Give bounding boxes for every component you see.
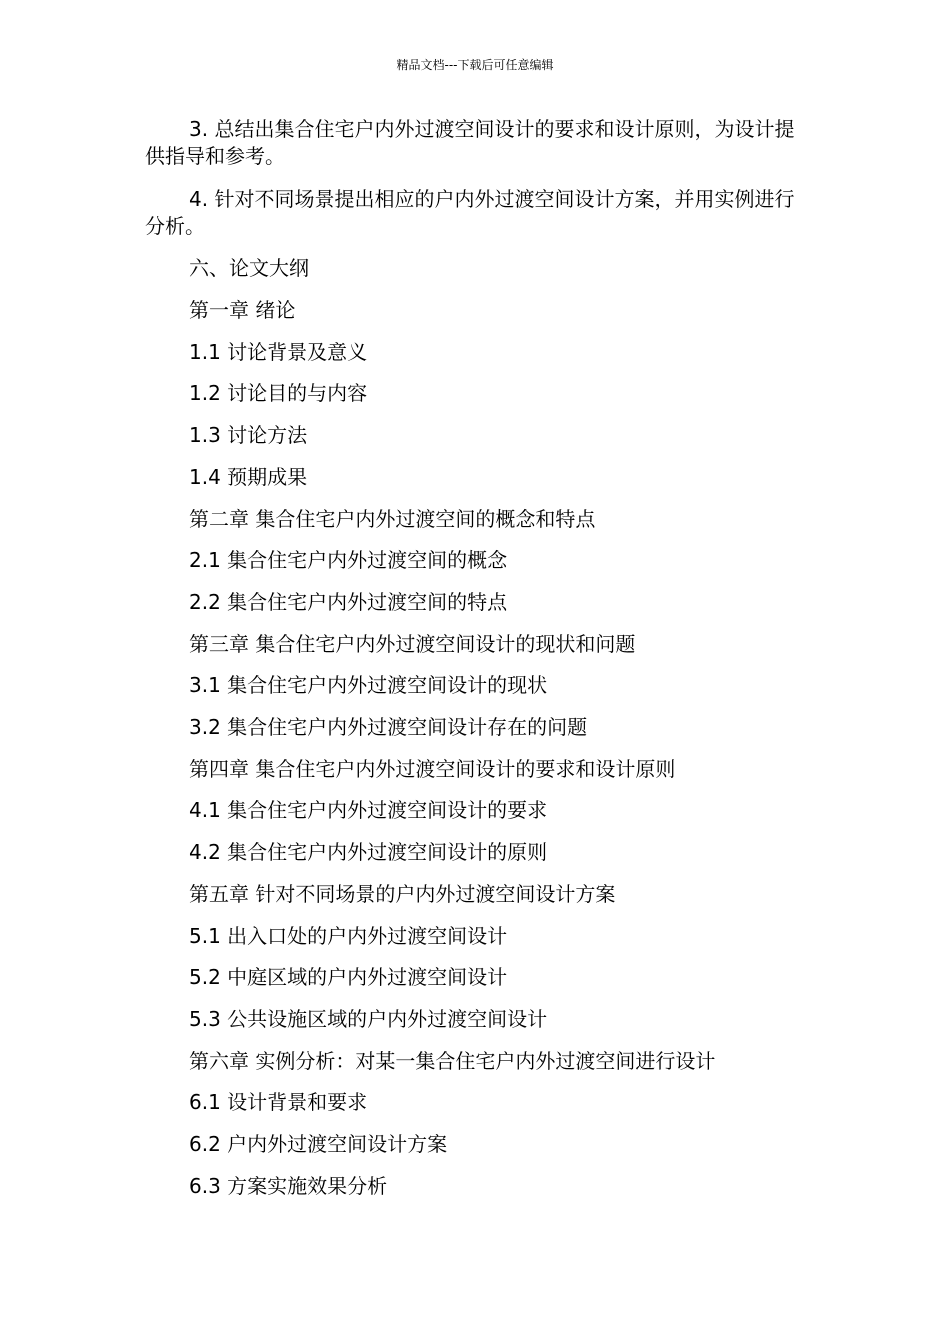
outline-subsection: 5.2 中庭区域的户内外过渡空间设计	[189, 965, 508, 989]
outline-chapter-heading: 第一章 绪论	[189, 298, 296, 322]
outline-chapter-heading: 第二章 集合住宅户内外过渡空间的概念和特点	[189, 507, 596, 531]
outline-subsection: 1.3 讨论方法	[189, 423, 308, 447]
outline-chapter-heading: 第三章 集合住宅户内外过渡空间设计的现状和问题	[189, 632, 636, 656]
outline-chapter-heading: 第五章 针对不同场景的户内外过渡空间设计方案	[189, 882, 616, 906]
paragraph-item-4: 4. 针对不同场景提出相应的户内外过渡空间设计方案，并用实例进行分析。	[145, 187, 795, 238]
outline-subsection: 4.2 集合住宅户内外过渡空间设计的原则	[189, 840, 548, 864]
outline-subsection: 1.1 讨论背景及意义	[189, 340, 368, 364]
outline-subsection: 3.2 集合住宅户内外过渡空间设计存在的问题	[189, 715, 588, 739]
outline-subsection: 3.1 集合住宅户内外过渡空间设计的现状	[189, 673, 548, 697]
outline-subsection: 2.2 集合住宅户内外过渡空间的特点	[189, 590, 508, 614]
outline-subsection: 6.1 设计背景和要求	[189, 1090, 368, 1114]
outline-chapter-heading: 第六章 实例分析：对某一集合住宅户内外过渡空间进行设计	[189, 1049, 716, 1073]
outline-subsection: 2.1 集合住宅户内外过渡空间的概念	[189, 548, 508, 572]
paragraph-item-3: 3. 总结出集合住宅户内外过渡空间设计的要求和设计原则，为设计提供指导和参考。	[145, 117, 795, 168]
outline-subsection: 5.3 公共设施区域的户内外过渡空间设计	[189, 1007, 548, 1031]
outline-subsection: 1.4 预期成果	[189, 465, 308, 489]
outline-subsection: 6.3 方案实施效果分析	[189, 1174, 388, 1198]
outline-subsection: 5.1 出入口处的户内外过渡空间设计	[189, 924, 508, 948]
outline-section-title: 六、论文大纲	[189, 256, 309, 280]
outline-subsection: 4.1 集合住宅户内外过渡空间设计的要求	[189, 798, 548, 822]
page-header: 精品文档---下载后可任意编辑	[396, 58, 554, 72]
outline-chapter-heading: 第四章 集合住宅户内外过渡空间设计的要求和设计原则	[189, 757, 676, 781]
outline-subsection: 1.2 讨论目的与内容	[189, 381, 368, 405]
outline-subsection: 6.2 户内外过渡空间设计方案	[189, 1132, 448, 1156]
